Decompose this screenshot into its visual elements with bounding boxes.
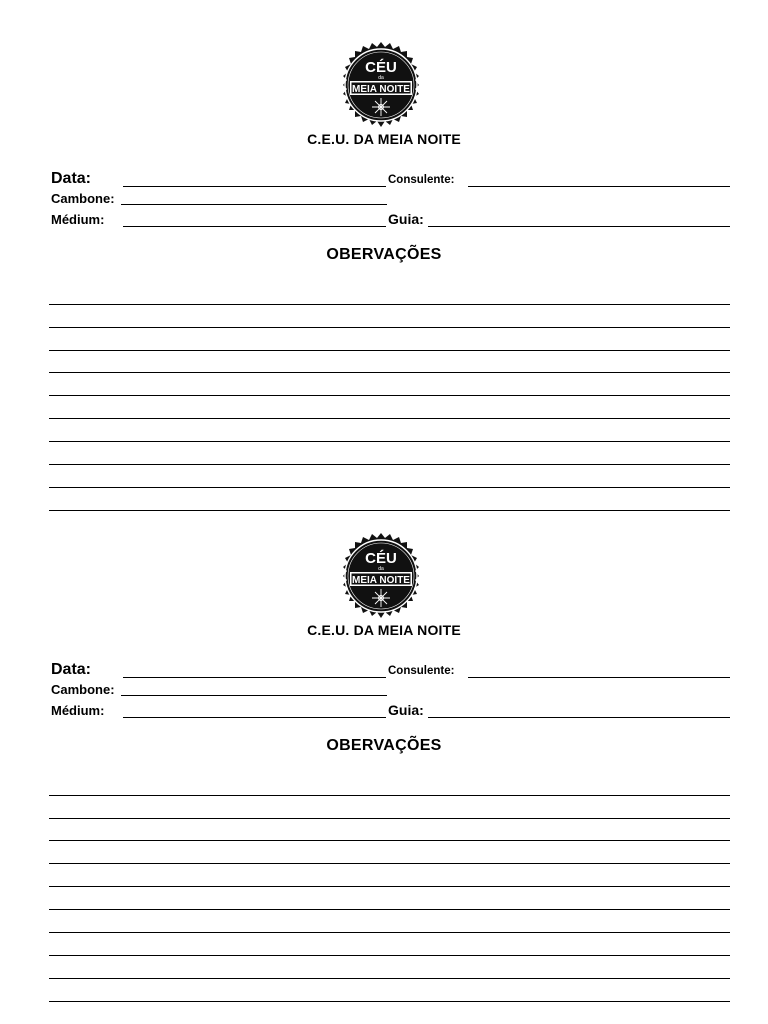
observation-line[interactable] bbox=[49, 886, 730, 887]
observation-line[interactable] bbox=[49, 418, 730, 419]
form-1 bbox=[0, 40, 768, 530]
observation-line[interactable] bbox=[49, 327, 730, 328]
consulente-field[interactable] bbox=[468, 677, 730, 678]
cambone-label: Cambone: bbox=[51, 191, 115, 206]
observation-line[interactable] bbox=[49, 350, 730, 351]
guia-label: Guia: bbox=[388, 702, 424, 718]
consulente-field[interactable] bbox=[468, 186, 730, 187]
guia-field[interactable] bbox=[428, 717, 730, 718]
observation-line[interactable] bbox=[49, 372, 730, 373]
logo-text-meia-noite: MEIA NOITE bbox=[352, 575, 410, 586]
logo-text-da: da bbox=[378, 75, 384, 81]
organization-name: C.E.U. DA MEIA NOITE bbox=[307, 622, 461, 638]
form-2 bbox=[0, 531, 768, 1021]
data-label: Data: bbox=[51, 170, 92, 187]
medium-label: Médium: bbox=[51, 212, 105, 227]
cambone-field[interactable] bbox=[121, 204, 387, 205]
cambone-field[interactable] bbox=[121, 695, 387, 696]
medium-field[interactable] bbox=[123, 226, 386, 227]
guia-field[interactable] bbox=[428, 226, 730, 227]
logo-text-ceu: CÉU bbox=[365, 59, 397, 76]
guia-label: Guia: bbox=[388, 211, 424, 227]
data-label: Data: bbox=[51, 661, 92, 678]
data-field[interactable] bbox=[123, 186, 386, 187]
observation-line[interactable] bbox=[49, 909, 730, 910]
data-field[interactable] bbox=[123, 677, 386, 678]
observation-line[interactable] bbox=[49, 441, 730, 442]
observation-line[interactable] bbox=[49, 932, 730, 933]
observacoes-title: OBERVAÇÕES bbox=[326, 246, 442, 263]
observation-line[interactable] bbox=[49, 464, 730, 465]
observation-line[interactable] bbox=[49, 487, 730, 488]
observation-line[interactable] bbox=[49, 840, 730, 841]
observation-line[interactable] bbox=[49, 395, 730, 396]
ceu-meia-noite-logo bbox=[333, 40, 429, 136]
observation-line[interactable] bbox=[49, 1001, 730, 1002]
consulente-label: Consulente: bbox=[388, 174, 455, 186]
observation-line[interactable] bbox=[49, 978, 730, 979]
observacoes-title: OBERVAÇÕES bbox=[326, 737, 442, 754]
organization-name: C.E.U. DA MEIA NOITE bbox=[307, 131, 461, 147]
observation-line[interactable] bbox=[49, 510, 730, 511]
logo-text-meia-noite: MEIA NOITE bbox=[352, 84, 410, 95]
medium-label: Médium: bbox=[51, 703, 105, 718]
consulente-label: Consulente: bbox=[388, 665, 455, 677]
observation-line[interactable] bbox=[49, 818, 730, 819]
observation-line[interactable] bbox=[49, 863, 730, 864]
logo-text-da: da bbox=[378, 566, 384, 572]
ceu-meia-noite-logo bbox=[333, 531, 429, 627]
observation-line[interactable] bbox=[49, 955, 730, 956]
observation-line[interactable] bbox=[49, 304, 730, 305]
medium-field[interactable] bbox=[123, 717, 386, 718]
observation-line[interactable] bbox=[49, 795, 730, 796]
logo-text-ceu: CÉU bbox=[365, 550, 397, 567]
cambone-label: Cambone: bbox=[51, 682, 115, 697]
